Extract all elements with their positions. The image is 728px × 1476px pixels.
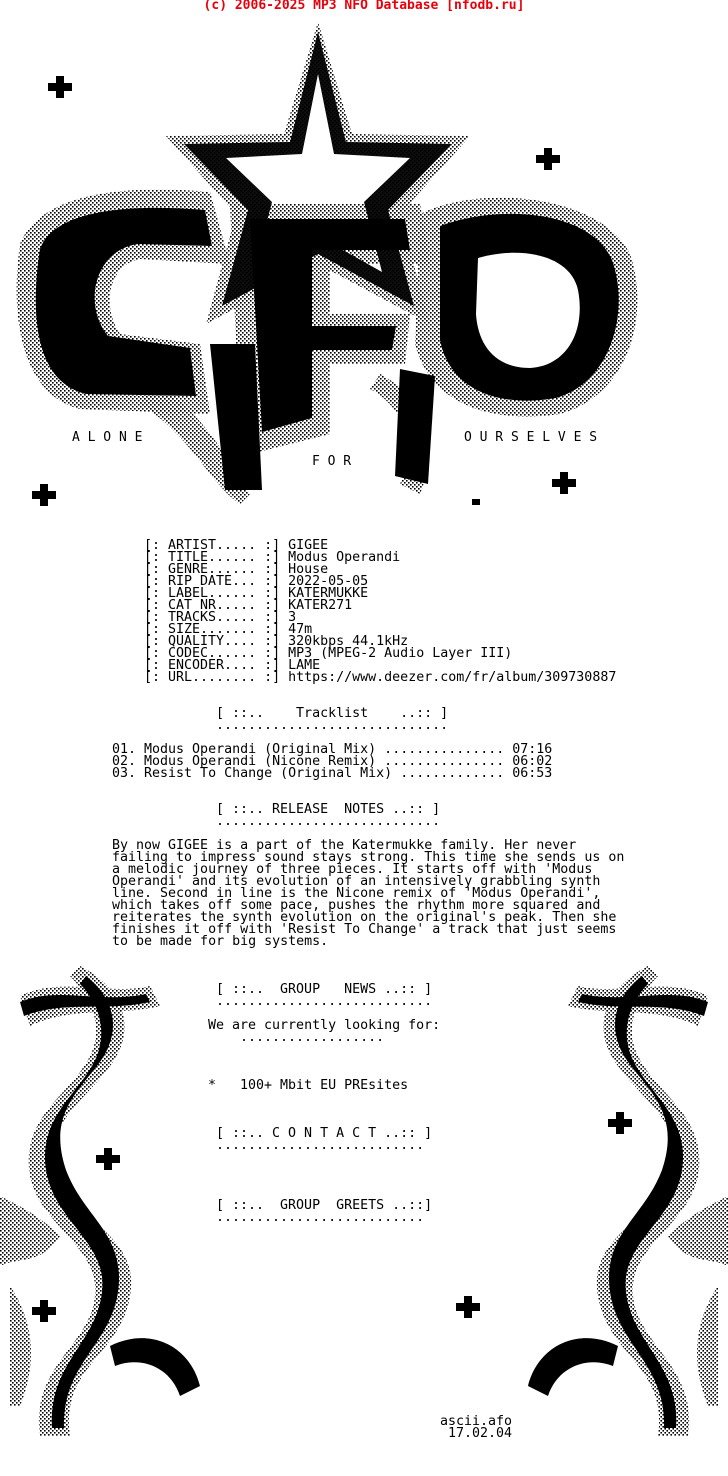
info-key: [: TITLE...... :] bbox=[144, 550, 289, 565]
vine-ornament-right bbox=[528, 966, 728, 1446]
site-header: (c) 2006-2025 MP3 NFO Database [nfodb.ru] bbox=[203, 0, 525, 13]
notes-line: Operandi' and its evolution of an intensively grabbling synth bbox=[112, 874, 601, 889]
info-key: [: ENCODER.... :] bbox=[144, 658, 289, 673]
logo-word-for: F O R bbox=[312, 454, 352, 469]
contact-rule: .......................... bbox=[216, 1138, 425, 1153]
notes-line: failing to impress sound stays strong. This time she sends us on bbox=[112, 850, 625, 865]
info-key: [: ARTIST..... :] bbox=[144, 538, 289, 553]
info-value: Modus Operandi bbox=[288, 550, 401, 565]
notes-line: to be made for big systems. bbox=[112, 934, 329, 949]
vine-ornament-left bbox=[0, 966, 200, 1446]
tracklist-title: [ ::.. Tracklist ..:: ] bbox=[216, 706, 449, 721]
notes-line: reiterates the synth evolution on the original's peak. Then she bbox=[112, 910, 617, 925]
notes-line: By now GIGEE is a part of the Katermukke family. Her never bbox=[112, 838, 577, 853]
info-value: MP3 (MPEG-2 Audio Layer III) bbox=[288, 646, 513, 661]
info-value: KATERMUKKE bbox=[288, 586, 369, 601]
info-value: 47m bbox=[288, 622, 313, 637]
greets-title: [ ::.. GROUP GREETS ..::] bbox=[216, 1198, 433, 1213]
info-row bbox=[144, 672, 616, 684]
footer-artist: ascii.afo bbox=[440, 1414, 513, 1429]
info-value: LAME bbox=[288, 658, 321, 673]
track-row: 03. Resist To Change (Original Mix) ............. 06:53 bbox=[112, 766, 553, 781]
info-value: House bbox=[288, 562, 329, 577]
footer-date: 17.02.04 bbox=[448, 1426, 513, 1441]
info-key: [: CAT NR..... :] bbox=[144, 598, 289, 613]
logo-word-ourselves: O U R S E L V E S bbox=[464, 430, 598, 445]
sparkle-icon bbox=[552, 472, 576, 497]
sparkle-icon bbox=[608, 1112, 632, 1137]
info-value: KATER271 bbox=[288, 598, 353, 613]
info-value: https://www.deezer.com/fr/album/309730887 bbox=[288, 670, 617, 685]
logo-word-alone: A L O N E bbox=[72, 430, 143, 445]
sparkle-icon bbox=[48, 76, 72, 101]
info-key: [: RIP DATE... :] bbox=[144, 574, 289, 589]
notes-line: line. Second in line is the Nicone remix of 'Modus Operandi', bbox=[112, 886, 601, 901]
info-key: [: SIZE....... :] bbox=[144, 622, 289, 637]
sparkle-icon bbox=[456, 1296, 480, 1321]
greets-rule: .......................... bbox=[216, 1210, 425, 1225]
info-key: [: GENRE...... :] bbox=[144, 562, 289, 577]
notes-rule: ............................ bbox=[216, 814, 441, 829]
release-info bbox=[144, 540, 616, 684]
tracklist-rule: ............................. bbox=[216, 718, 449, 733]
notes-title: [ ::.. RELEASE NOTES ..:: ] bbox=[216, 802, 441, 817]
news-looking: We are currently looking for: bbox=[208, 1018, 441, 1033]
track-row: 02. Modus Operandi (Nicone Remix) ............... 06:02 bbox=[112, 754, 553, 769]
sparkle-icon bbox=[536, 148, 560, 173]
dot-icon bbox=[472, 496, 480, 508]
track-row: 01. Modus Operandi (Original Mix) ............... 07:16 bbox=[112, 742, 553, 757]
info-key: [: QUALITY.... :] bbox=[144, 634, 289, 649]
news-item: * 100+ Mbit EU PREsites bbox=[208, 1078, 409, 1093]
info-key: [: TRACKS..... :] bbox=[144, 610, 289, 625]
sparkle-icon bbox=[96, 1148, 120, 1173]
info-key: [: URL........ :] bbox=[144, 670, 289, 685]
sparkle-icon bbox=[32, 484, 56, 509]
info-value: 2022-05-05 bbox=[288, 574, 369, 589]
notes-line: finishes it off with 'Resist To Change' a track that just seems bbox=[112, 922, 617, 937]
info-value: 320kbps 44.1kHz bbox=[288, 634, 409, 649]
info-key: [: LABEL...... :] bbox=[144, 586, 289, 601]
info-value: GIGEE bbox=[288, 538, 329, 553]
notes-line: a melodic journey of three pieces. It starts off with 'Modus bbox=[112, 862, 593, 877]
notes-line: which takes off some pace, pushes the rhythm more squared and bbox=[112, 898, 601, 913]
info-value: 3 bbox=[288, 610, 297, 625]
news-rule: ........................... bbox=[216, 994, 433, 1009]
news-title: [ ::.. GROUP NEWS ..:: ] bbox=[216, 982, 433, 997]
news-looking-rule: .................. bbox=[240, 1030, 385, 1045]
contact-title: [ ::.. C O N T A C T ..:: ] bbox=[216, 1126, 433, 1141]
sparkle-icon bbox=[32, 1300, 56, 1325]
info-key: [: CODEC...... :] bbox=[144, 646, 289, 661]
